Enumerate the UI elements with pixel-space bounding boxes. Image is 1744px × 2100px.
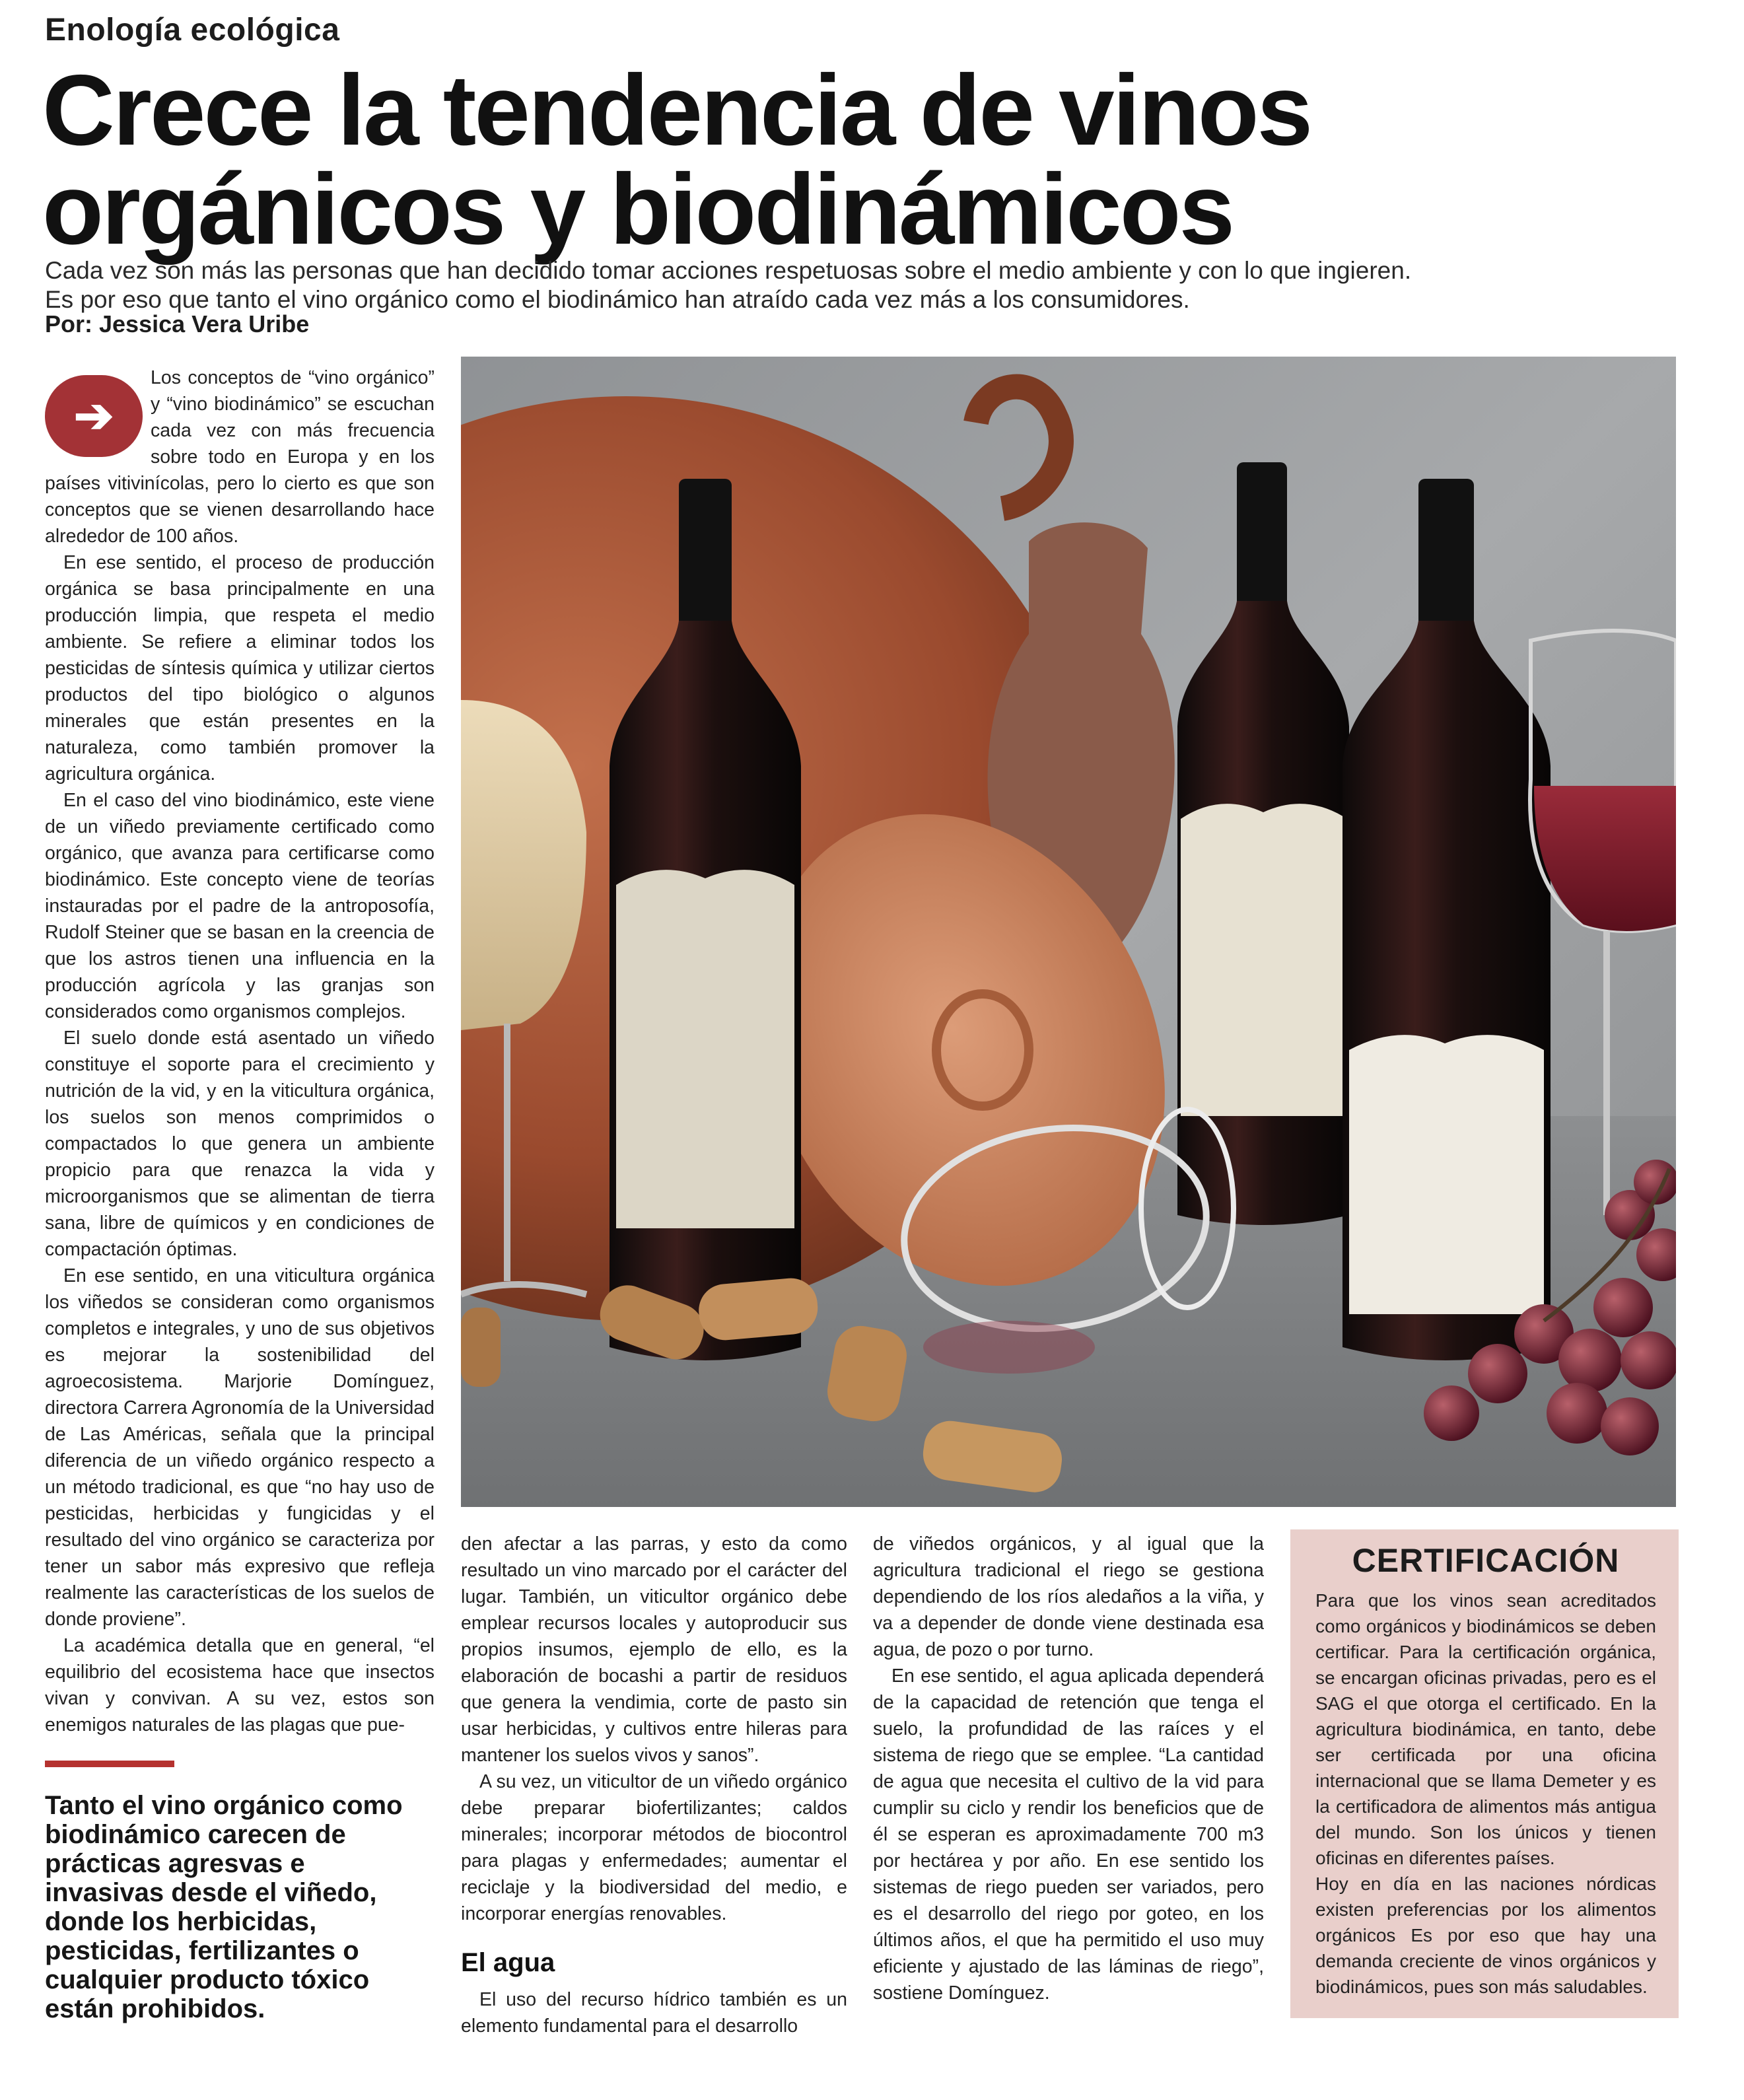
column-3: [873, 1531, 1264, 2006]
column-1-paragraph: En el caso del vino biodinámico, este viene de un viñedo previamente certificado como orgánico, que avanza para certificarse como biodinámico. Este concepto viene de teorías instauradas por el padre de la antroposofía, Rudolf Steiner que se basan en la creencia de que los astros tienen una influencia en la producción agrícola y las granjas son considerados como organismos complejos.: [45, 790, 435, 1022]
wine-bottles-photo: [461, 357, 1676, 1507]
subhead-el-agua: El agua: [461, 1948, 555, 1977]
deck: Cada vez son más las personas que han decidido tomar acciones respetuosas sobre el medio ambiente y con lo que ingieren. Es por eso que tanto el vino orgánico como el biodinámico han atraído cada vez más a los consumidores.: [45, 257, 1412, 313]
column-1-paragraph: La académica detalla que en general, “el equilibrio del ecosistema hace que insectos vivan y convivan. A su vez, estos son enemigos naturales de las plagas que pue-: [45, 1635, 435, 1735]
certification-box: [1290, 1529, 1679, 2018]
column-1-paragraph: [45, 365, 435, 549]
column-1-paragraph: El suelo donde está asentado un viñedo constituye el soporte para el crecimiento y nutrición de la vid, y en la viticultura orgánica, los suelos son menos comprimidos o compactados lo que genera un ambiente propicio para que renazca la vida y microorganismos que se alimentan de tierra sana, libre de químicos y en condiciones de compactación óptimas.: [45, 1028, 435, 1260]
column-2-paragraph: A su vez, un viticultor de un viñedo orgánico debe preparar biofertilizantes; caldos minerales; incorporar métodos de biocontrol para plagas y enfermedades; aumentar el reciclaje y la biodiversidad del medio, e incorporar energías renovables.: [461, 1771, 847, 1924]
pullquote: Tanto el vino orgánico como biodinámico carecen de prácticas agresvas e invasivas desde el viñedo, donde los herbicidas, pesticidas, fertilizantes o cualquier producto tóxico están prohibidos.: [45, 1791, 403, 2023]
headline-line-2: orgánicos y biodinámicos: [42, 153, 1234, 265]
headline: [42, 54, 1627, 265]
certification-paragraph: Para que los vinos sean acreditados como orgánicos y biodinámicos se deben certificar. Para la certificación orgánica, se encargan oficinas privadas, pero es el SAG el que otorga el certificado. En la agricultura biodinámica, en tanto, debe ser certificada por una oficina internacional que se llama Demeter y es la certificadora de alimentos más antigua del mundo. Son los únicos y tienen oficinas en diferentes países.: [1315, 1590, 1656, 1868]
certification-title: CERTIFICACIÓN: [1352, 1542, 1620, 1579]
pullquote-rule: [45, 1761, 174, 1767]
section-tag: Enología ecológica: [45, 13, 340, 48]
column-2-paragraph: El uso del recurso hídrico también es un elemento fundamental para el desarrollo: [461, 1989, 847, 2037]
certification-body: [1315, 1588, 1656, 2000]
column-2: [461, 1531, 847, 1927]
column-1-text: Los conceptos de “vino orgánico” y “vino biodinámico” se escuchan cada vez con más frecuencia sobre todo en Europa y en los países vitivinícolas, pero lo cierto es que son conceptos que se vienen desarrollando hace alrededor de 100 años.: [45, 367, 435, 547]
arrow-right-icon: ➔: [73, 390, 114, 442]
column-1-paragraph: En ese sentido, el proceso de producción orgánica se basa principalmente en una producción limpia, que respeta el medio ambiente. Se refiere a eliminar todos los pesticidas de síntesis química y utilizar ciertos productos del tipo biológico o algunos minerales que están presentes en la naturaleza, como también promover la agricultura orgánica.: [45, 552, 435, 785]
column-3-paragraph: de viñedos orgánicos, y al igual que la agricultura tradicional el riego se gestiona dependiendo de los ríos aledaños a la viña, y va a depender de donde viene destinada esa agua, de pozo o por turno.: [873, 1533, 1264, 1660]
byline: Por: Jessica Vera Uribe: [45, 310, 310, 337]
column-2-continued: [461, 1986, 847, 2039]
column-3-paragraph: En ese sentido, el agua aplicada dependerá de la capacidad de retención que tenga el suelo, la profundidad de las raíces y el sistema de riego que se emplee. “La cantidad de agua que necesita el cultivo de la vid para cumplir su ciclo y rendir los beneficios que de él se esperan es aproximadamente 700 m3 por hectárea y por año. En ese sentido los sistemas de riego pueden ser variados, pero es el desarrollo del riego por goteo, en los últimos años, el que ha permitido el uso muy eficiente y ajustado de las láminas de riego”, sostiene Domínguez.: [873, 1665, 1264, 2004]
column-2-paragraph: den afectar a las parras, y esto da como resultado un vino marcado por el carácter del lugar. También, un viticultor orgánico debe emplear recursos locales y autoproducir sus propios insumos, ejemplo de ello, es la elaboración de bocashi a partir de residuos que genera la vendimia, corte de pasto sin usar herbicidas, y cultivos entre hileras para mantener los suelos vivos y sanos”.: [461, 1533, 847, 1766]
certification-paragraph: Hoy en día en las naciones nórdicas existen preferencias por los alimentos orgánicos Es por eso que hay una demanda creciente de vinos orgánicos y biodinámicos, pues son más saludables.: [1315, 1873, 1656, 1997]
column-1: [45, 365, 435, 1738]
column-1-paragraph: En ese sentido, en una viticultura orgánica los viñedos se consideran como organismos completos e integrales, y uno de sus objetivos es mejorar la sostenibilidad del agroecosistema. Marjorie Domínguez, directora Carrera Agronomía de la Universidad de Las Américas, señala que la principal diferencia de un viñedo orgánico respecto a un método tradicional, es que “no hay uso de pesticidas, herbicidas y fungicidas y el resultado del vino orgánico se caracteriza por tener un sabor más expresivo que refleja realmente las características de los suelos de donde proviene”.: [45, 1265, 435, 1630]
headline-line-1: Crece la tendencia de vinos: [42, 54, 1311, 166]
badge-spacer: [45, 365, 151, 468]
